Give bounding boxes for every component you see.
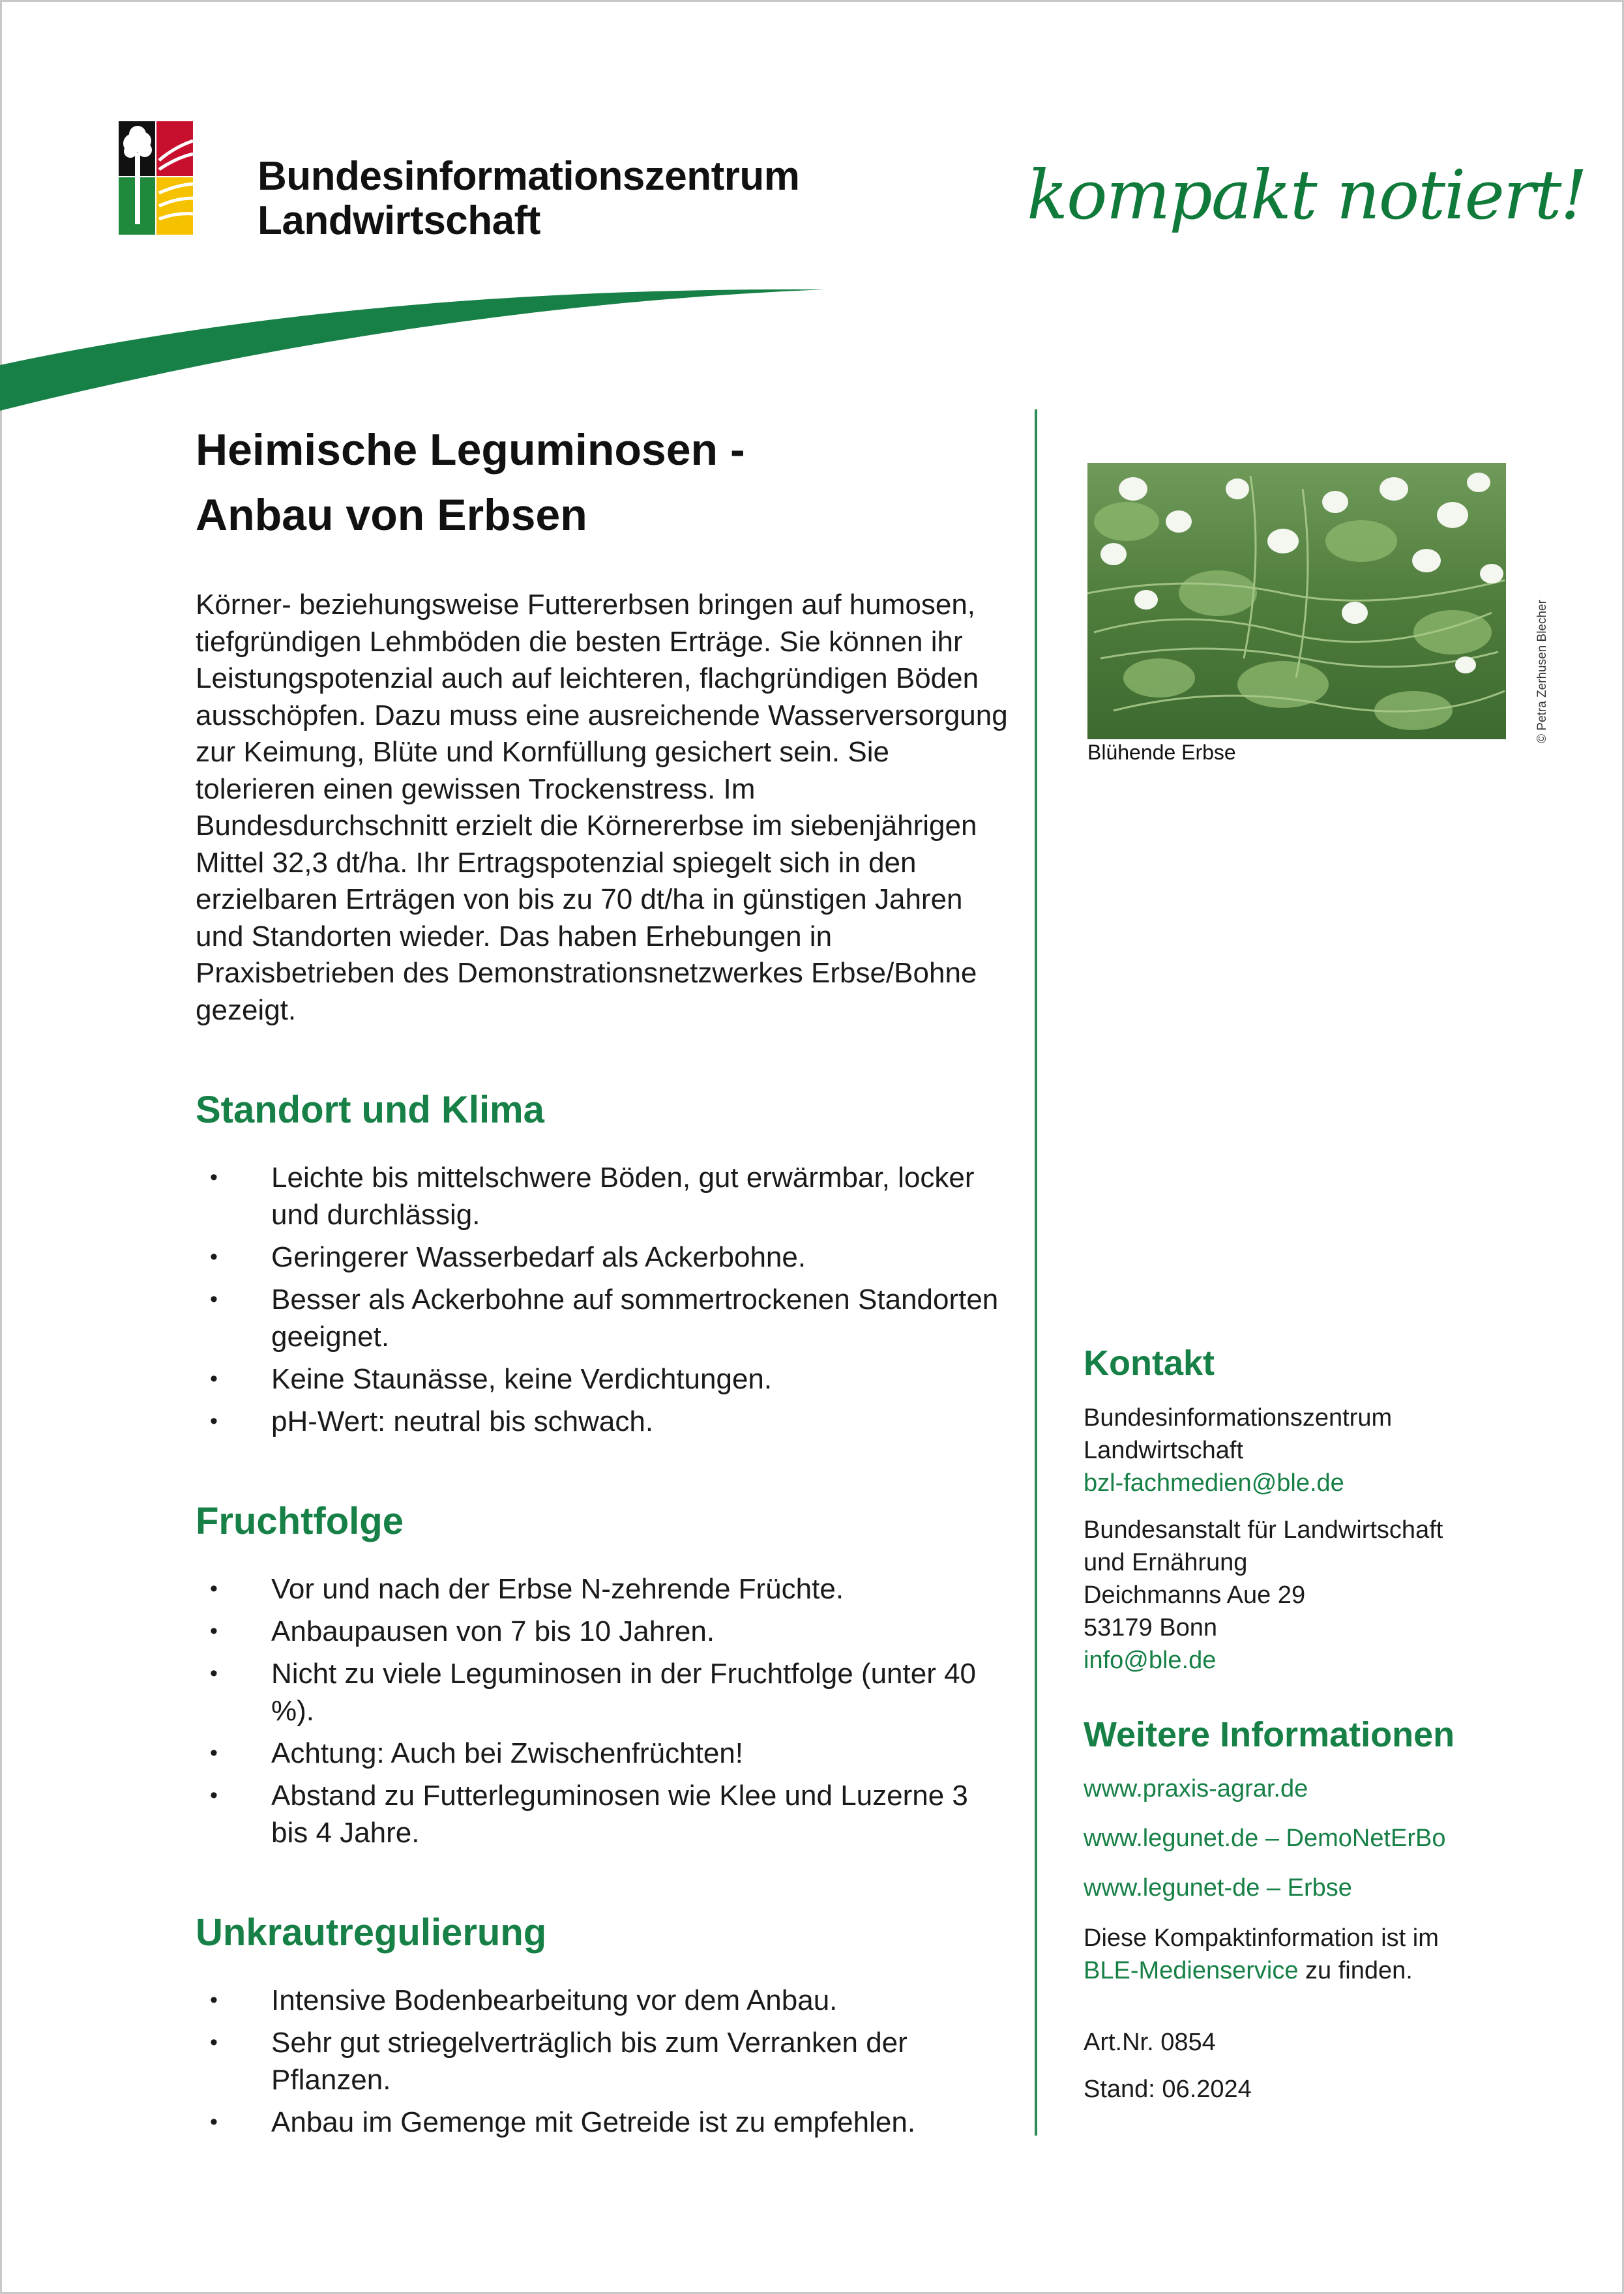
- page-title: [196, 417, 1011, 548]
- contact-street: Deichmanns Aue 29: [1084, 1581, 1306, 1609]
- contact-org2-line1: Bundesanstalt für Landwirtschaft: [1084, 1516, 1443, 1544]
- bullet-list: [196, 1982, 1011, 2141]
- list-item: • Geringerer Wasserbedarf als Ackerbohne.: [196, 1239, 1011, 1276]
- publication-date: Stand: 06.2024: [1084, 2076, 1252, 2103]
- org-name-line1: Bundesinformationszentrum: [258, 154, 800, 199]
- sidebar: [1084, 1336, 1540, 2120]
- section-heading: Unkrautregulierung: [196, 1911, 547, 1954]
- list-item: • pH-Wert: neutral bis schwach.: [196, 1403, 1011, 1440]
- contact-email-link[interactable]: bzl-fachmedien@ble.de: [1084, 1469, 1344, 1497]
- green-swoosh: [0, 280, 834, 417]
- pea-flower-image: [1087, 463, 1506, 739]
- pea-photo: [1087, 463, 1506, 739]
- list-item: • Sehr gut striegelverträglich bis zum Verranken der Pflanzen.: [196, 2024, 1011, 2098]
- section-heading: Standort und Klima: [196, 1089, 544, 1131]
- link-praxis-agrar[interactable]: www.praxis-agrar.de: [1084, 1775, 1308, 1802]
- bullet-list: [196, 1159, 1011, 1440]
- list-item: • Anbaupausen von 7 bis 10 Jahren.: [196, 1613, 1011, 1650]
- list-item: • Leichte bis mittelschwere Böden, gut erwärmbar, locker und durchlässig.: [196, 1159, 1011, 1233]
- article-number: Art.Nr. 0854: [1084, 2029, 1216, 2056]
- list-item: • Achtung: Auch bei Zwischenfrüchten!: [196, 1735, 1011, 1772]
- photo-credit: © Petra Zerhusen Blecher: [1535, 600, 1549, 743]
- note-text: Diese Kompaktinformation ist im: [1084, 1924, 1439, 1952]
- note-text-end: zu finden.: [1298, 1957, 1413, 1984]
- link-legunet-demonet[interactable]: www.legunet.de – DemoNetErBo: [1084, 1825, 1446, 1852]
- ble-medienservice-link[interactable]: BLE-Medienservice: [1084, 1957, 1299, 1984]
- list-item: • Intensive Bodenbearbeitung vor dem Anbau.: [196, 1982, 1011, 2019]
- bullet-list: [196, 1570, 1011, 1851]
- article: [196, 417, 1011, 2146]
- contact-org2-line2: und Ernährung: [1084, 1549, 1248, 1576]
- bzl-logo-icon: [119, 121, 193, 235]
- list-item: • Keine Staunässe, keine Verdichtungen.: [196, 1360, 1011, 1398]
- link-legunet-erbse[interactable]: www.legunet-de – Erbse: [1084, 1874, 1352, 1902]
- contact-org2: [1084, 1514, 1540, 1677]
- photo-caption: Blühende Erbse: [1087, 741, 1236, 764]
- contact-org1: [1084, 1402, 1540, 1499]
- list-item: • Vor und nach der Erbse N-zehrende Früchte.: [196, 1570, 1011, 1608]
- list-item: • Anbau im Gemenge mit Getreide ist zu empfehlen.: [196, 2104, 1011, 2141]
- more-info-heading: Weitere Informationen: [1084, 1715, 1455, 1754]
- contact-heading: Kontakt: [1084, 1344, 1215, 1383]
- media-service-note: [1084, 1922, 1540, 1987]
- org-name-line2: Landwirtschaft: [258, 198, 540, 243]
- contact-email-link[interactable]: info@ble.de: [1084, 1647, 1217, 1674]
- list-item: • Abstand zu Futterleguminosen wie Klee und Luzerne 3 bis 4 Jahre.: [196, 1777, 1011, 1851]
- contact-org1-line1: Bundesinformationszentrum: [1084, 1404, 1393, 1432]
- tagline: kompakt notiert!: [1027, 155, 1587, 235]
- section-heading: Fruchtfolge: [196, 1500, 404, 1542]
- org-logo-text: [258, 154, 799, 243]
- title-line1: Heimische Leguminosen -: [196, 425, 745, 475]
- column-divider: [1035, 409, 1037, 2136]
- contact-org1-line2: Landwirtschaft: [1084, 1437, 1244, 1464]
- title-line2: Anbau von Erbsen: [196, 490, 587, 540]
- list-item: • Besser als Ackerbohne auf sommertrockenen Standorten geeignet.: [196, 1281, 1011, 1355]
- list-item: • Nicht zu viele Leguminosen in der Fruchtfolge (unter 40 %).: [196, 1655, 1011, 1729]
- contact-city: 53179 Bonn: [1084, 1614, 1217, 1641]
- intro-paragraph: Körner- beziehungsweise Futtererbsen bringen auf humosen, tiefgründigen Lehmböden die besten Erträge. Sie können ihr Leistungspotenzial auch auf leichteren, flachgründigen Böden ausschöpfen. Dazu muss eine ausreichende Wasserversorgung zur Keimung, Blüte und Kornfüllung gesichert sein. Sie tolerieren einen gewissen Trockenstress. Im Bundesdurchschnitt erzielt die Körnererbse im siebenjährigen Mittel 32,3 dt/ha. Ihr Ertragspotenzial spiegelt sich in den erzielbaren Erträgen von bis zu 70 dt/ha in günstigen Jahren und Standorten wieder. Das haben Erhebungen in Praxisbetrieben des Demonstrationsnetzwerkes Erbse/Bohne gezeigt.: [196, 589, 1008, 1026]
